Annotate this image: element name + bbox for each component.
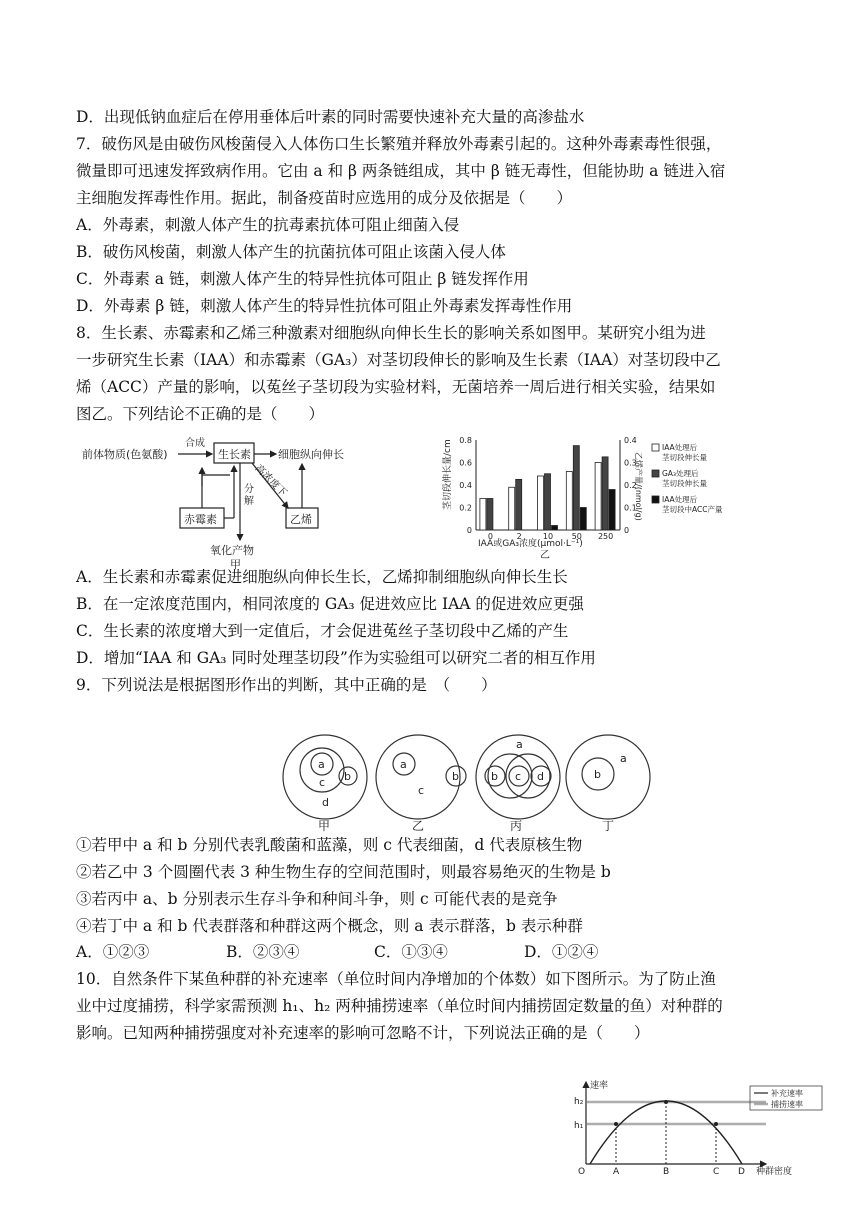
q7-stem: 主细胞发挥毒性作用。据此，制备疫苗时应选用的成分及依据是（ ） — [76, 189, 573, 207]
rate-legend-1: 补充速率 — [771, 1089, 803, 1098]
yi-bar — [538, 476, 544, 530]
yi-x-tick: 2 — [516, 532, 522, 541]
decomp-label-1: 分 — [244, 484, 254, 495]
caption-jia: 甲 — [318, 819, 331, 833]
yi-left-tick: 0.8 — [459, 436, 472, 445]
yi-right-tick: 0.4 — [624, 436, 637, 445]
yi-bar — [480, 499, 486, 531]
yi-caption: 乙 — [540, 550, 550, 560]
q8-stem: 8．生长素、赤霉素和乙烯三种激素对细胞纵向伸长生长的影响关系如图甲。某研究小组为进 — [76, 324, 706, 342]
oxid-label: 氧化产物 — [210, 544, 254, 557]
c1-b: b — [344, 770, 351, 783]
q7-stem: 7．破伤风是由破伤风梭菌侵入人体伤口生长繁殖并释放外毒素引起的。这种外毒素毒性很强， — [76, 135, 722, 153]
c4-b: b — [594, 768, 601, 781]
auxin-label: 生长素 — [218, 448, 251, 461]
caption-yi: 乙 — [412, 819, 425, 833]
c3-b: b — [491, 770, 498, 783]
yi-right-tick: 0.3 — [624, 458, 637, 468]
yi-legend-label: IAA处理后茎切段中ACC产量 — [662, 495, 723, 514]
yi-right-tick: 0 — [624, 526, 630, 535]
c2-a: a — [400, 758, 407, 771]
yi-ylabel-left: 茎切段伸长量/cm — [443, 439, 453, 510]
q7-option-c: C．外毒素 a 链，刺激人体产生的特异性抗体可阻止 β 链发挥作用 — [76, 270, 529, 288]
q9-statement-1: ①若甲中 a 和 b 分别代表乳酸菌和蓝藻，则 c 代表细菌，d 代表原核生物 — [76, 836, 583, 854]
q9-options — [76, 942, 598, 962]
yi-x-tick: 0 — [487, 532, 493, 541]
c1-d: d — [322, 796, 329, 809]
yi-left-tick: 0.6 — [459, 458, 472, 468]
yi-x-tick: 50 — [571, 532, 582, 541]
figure-yi — [440, 432, 750, 560]
yi-right-tick: 0.1 — [624, 503, 637, 513]
yi-x-tick: 10 — [542, 532, 554, 541]
high-conc-label: 高浓度下 — [252, 462, 289, 499]
q7-option-d: D．外毒素 β 链，刺激人体产生的特异性抗体可阻止外毒素发挥毒性作用 — [76, 297, 573, 315]
q10-stem: 影响。已知两种捕捞强度对补充速率的影响可忽略不计，下列说法正确的是（ ） — [76, 1024, 650, 1042]
yi-ylabel-right: 乙烯产量/(nmol/g) — [634, 452, 643, 521]
caption-bing: 丙 — [510, 819, 523, 833]
figure-jia-caption: 甲 — [230, 558, 241, 570]
c2-b: b — [452, 770, 459, 783]
q9-stem: 9．下列说法是根据图形作出的判断，其中正确的是 （ ） — [76, 676, 497, 694]
rate-point-b: B — [663, 1167, 670, 1177]
c1-a: a — [318, 758, 325, 771]
rate-h2: h₂ — [574, 1097, 584, 1107]
q7-stem: 微量即可迅速发挥致病作用。它由 a 和 β 两条链组成，其中 β 链无毒性，但能协助 a 链进入宿 — [76, 162, 726, 180]
yi-bar — [602, 457, 608, 530]
yi-bar — [516, 479, 522, 530]
c3-d: d — [537, 770, 544, 783]
rate-h1: h₁ — [574, 1121, 584, 1131]
synth-label: 合成 — [185, 438, 205, 449]
caption-ding: 丁 — [602, 819, 615, 833]
rate-point-a: A — [613, 1167, 620, 1177]
q8-stem: 图乙。下列结论不正确的是（ ） — [76, 405, 325, 423]
q9-option-d: D．①②④ — [524, 943, 599, 961]
figure-circles — [280, 730, 680, 835]
q8-stem: 一步研究生长素（IAA）和赤霉素（GA₃）对茎切段伸长的影响及生长素（IAA）对茎切段中乙 — [76, 351, 721, 369]
yi-right-tick: 0.2 — [624, 481, 637, 490]
yi-legend-swatch — [652, 444, 659, 451]
rate-origin: O — [578, 1167, 586, 1177]
yi-bar — [595, 463, 601, 531]
rate-point-c: C — [713, 1167, 720, 1177]
yi-bar — [580, 508, 586, 531]
rate-xlabel: 种群密度 — [756, 1167, 793, 1177]
c4-a: a — [620, 752, 627, 765]
ga-label: 赤霉素 — [184, 513, 217, 526]
rate-ylabel: 速率 — [590, 1081, 609, 1091]
q9-option-c: C．①③④ — [374, 943, 448, 961]
c3-c: c — [515, 770, 522, 783]
elongation-label: 细胞纵向伸长 — [278, 448, 344, 461]
yi-bar — [573, 446, 579, 530]
c3-a: a — [516, 738, 523, 751]
yi-bar — [552, 526, 558, 531]
c2-c: c — [418, 784, 425, 797]
q10-stem: 10．自然条件下某鱼种群的补充速率（单位时间内净增加的个体数）如下图所示。为了防止渔 — [76, 970, 716, 988]
rate-point-d: D — [738, 1167, 745, 1177]
q8-option-c: C．生长素的浓度增大到一定值后，才会促进菟丝子茎切段中乙烯的产生 — [76, 622, 569, 640]
decomp-label-2: 解 — [244, 496, 254, 507]
q9-option-b: B．②③④ — [226, 943, 300, 961]
yi-bar — [509, 487, 515, 530]
figure-rate — [566, 1078, 828, 1178]
yi-x-tick: 250 — [597, 532, 614, 541]
yi-bar — [487, 499, 493, 531]
yi-bar — [566, 472, 572, 531]
yi-legend-label: IAA处理后茎切段伸长量 — [662, 443, 707, 462]
q7-option-a: A．外毒素，刺激人体产生的抗毒素抗体可阻止细菌入侵 — [76, 216, 460, 234]
yi-legend-swatch — [652, 496, 659, 503]
yi-xlabel: IAA或GA₃浓度(μmol·L⁻¹) — [478, 539, 583, 549]
yi-left-tick: 0 — [466, 526, 472, 535]
q6-option-d: D．出现低钠血症后在停用垂体后叶素的同时需要快速补充大量的高渗盐水 — [76, 108, 585, 126]
ethylene-label: 乙烯 — [290, 513, 312, 526]
figure-jia — [80, 430, 370, 570]
yi-left-tick: 0.4 — [459, 481, 472, 490]
rate-legend-2: 捕捞速率 — [771, 1100, 803, 1109]
q7-option-b: B．破伤风梭菌，刺激人体产生的抗菌抗体可阻止该菌入侵人体 — [76, 243, 506, 261]
q8-stem: 烯（ACC）产量的影响，以菟丝子茎切段为实验材料，无菌培养一周后进行相关实验，结果如 — [76, 378, 716, 396]
precursor-label: 前体物质(色氨酸) — [82, 448, 168, 461]
q8-option-a: A．生长素和赤霉素促进细胞纵向伸长生长，乙烯抑制细胞纵向伸长生长 — [76, 568, 568, 586]
yi-legend-label: GA₃处理后茎切段伸长量 — [662, 469, 707, 488]
q9-statement-3: ③若丙中 a、b 分别表示生存斗争和种间斗争，则 c 可能代表的是竞争 — [76, 890, 558, 908]
q9-statement-2: ②若乙中 3 个圆圈代表 3 种生物生存的空间范围时，则最容易绝灭的生物是 b — [76, 863, 611, 881]
c1-c: c — [319, 776, 326, 789]
q9-option-a: A．①②③ — [76, 943, 150, 961]
yi-legend-swatch — [652, 470, 659, 477]
yi-bar — [609, 490, 615, 531]
q8-option-d: D．增加“IAA 和 GA₃ 同时处理茎切段”作为实验组可以研究二者的相互作用 — [76, 649, 596, 667]
q10-stem: 业中过度捕捞，科学家需预测 h₁、h₂ 两种捕捞速率（单位时间内捕捞固定数量的鱼）对种群的 — [76, 997, 723, 1015]
q8-option-b: B．在一定浓度范围内，相同浓度的 GA₃ 促进效应比 IAA 的促进效应更强 — [76, 595, 584, 613]
q9-statement-4: ④若丁中 a 和 b 代表群落和种群这两个概念，则 a 表示群落，b 表示种群 — [76, 917, 583, 935]
yi-left-tick: 0.2 — [459, 503, 472, 513]
yi-bar — [545, 474, 551, 530]
